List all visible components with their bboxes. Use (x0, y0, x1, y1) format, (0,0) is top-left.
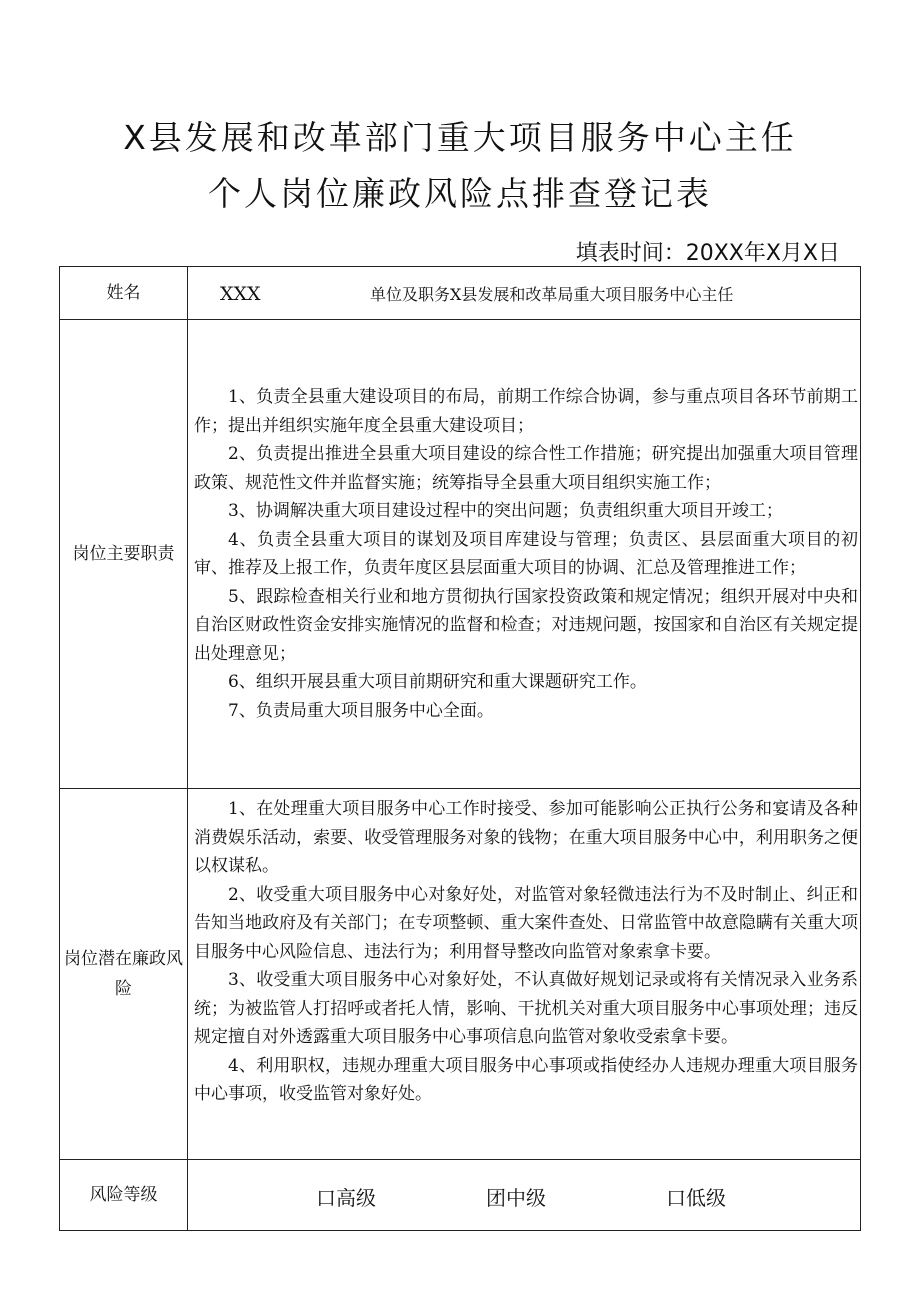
level-high-option[interactable]: 口高级 (316, 1186, 376, 1210)
duty-item: 2、负责提出推进全县重大项目建设的综合性工作措施；研究提出加强重大项目管理政策、规范性文件并监督实施；统筹指导全县重大项目组织实施工作； (194, 444, 858, 493)
risk-registration-table (59, 266, 861, 1231)
fill-date: 填表时间：20XX年X月X日 (575, 241, 840, 266)
risk-item: 1、在处理重大项目服务中心工作时接受、参加可能影响公正执行公务和宴请及各种消费娱乐活动，索要、收受管理服务对象的钱物；在重大项目服务中心中，利用职务之便以权谋私。 (194, 799, 858, 876)
duty-item: 3、协调解决重大项目建设过程中的突出问题；负责组织重大项目开竣工； (228, 501, 783, 521)
name-value: XXX (220, 282, 261, 305)
duty-item: 5、跟踪检查相关行业和地方贯彻执行国家投资政策和规定情况；组织开展对中央和自治区财政性资金安排实施情况的监督和检查；对违规问题，按国家和自治区有关规定提出处理意见； (194, 586, 858, 664)
risk-item: 4、利用职权，违规办理重大项目服务中心事项或指使经办人违规办理重大项目服务中心事项，收受监管对象好处。 (194, 1055, 858, 1104)
name-unit-cell (188, 267, 861, 320)
risk-item: 2、收受重大项目服务中心对象好处，对监管对象轻微违法行为不及时制止、纠正和告知当地政府及有关部门；在专项整顿、重大案件查处、日常监管中故意隐瞒有关重大项目服务中心风险信息、违法行为；利用督导整改向监管对象索拿卡要。 (194, 884, 858, 962)
risk-level-row (60, 1160, 861, 1231)
duty-item: 6、组织开展县重大项目前期研究和重大课题研究工作。 (228, 672, 647, 692)
duties-label: 岗位主要职责 (60, 320, 188, 789)
duty-item: 4、负责全县重大项目的谋划及项目库建设与管理；负责区、县层面重大项目的初审、推荐及上报工作，负责年度区县层面重大项目的协调、汇总及管理推进工作； (194, 529, 858, 578)
name-row (60, 267, 861, 320)
risk-level-label: 风险等级 (60, 1160, 188, 1231)
name-label: 姓名 (60, 267, 188, 320)
page-title-line1: X县发展和改革部门重大项目服务中心主任 (123, 118, 797, 157)
risks-label: 岗位潜在廉政风险 (60, 789, 188, 1160)
duties-row (60, 320, 861, 789)
duty-item: 1、负责全县重大建设项目的布局，前期工作综合协调，参与重点项目各环节前期工作；提出并组织实施年度全县重大建设项目； (194, 387, 858, 436)
risks-row (60, 789, 861, 1160)
unit-label: 单位及职务 (370, 284, 451, 304)
risk-item: 3、收受重大项目服务中心对象好处，不认真做好规划记录或将有关情况录入业务系统；为被监管人打招呼或者托人情，影响、干扰机关对重大项目服务中心事项处理；违反规定擅自对外透露重大项目服务中心事项信息向监管对象收受索拿卡要。 (194, 970, 858, 1047)
duties-content (188, 320, 861, 789)
duty-item: 7、负责局重大项目服务中心全面。 (228, 700, 494, 721)
risk-level-options (188, 1160, 861, 1231)
risks-content (188, 789, 861, 1160)
level-medium-option[interactable]: 团中级 (486, 1186, 546, 1210)
level-low-option[interactable]: 口低级 (666, 1186, 726, 1210)
unit-value: X县发展和改革局重大项目服务中心主任 (450, 284, 734, 304)
page-title-line2: 个人岗位廉政风险点排查登记表 (208, 174, 712, 213)
